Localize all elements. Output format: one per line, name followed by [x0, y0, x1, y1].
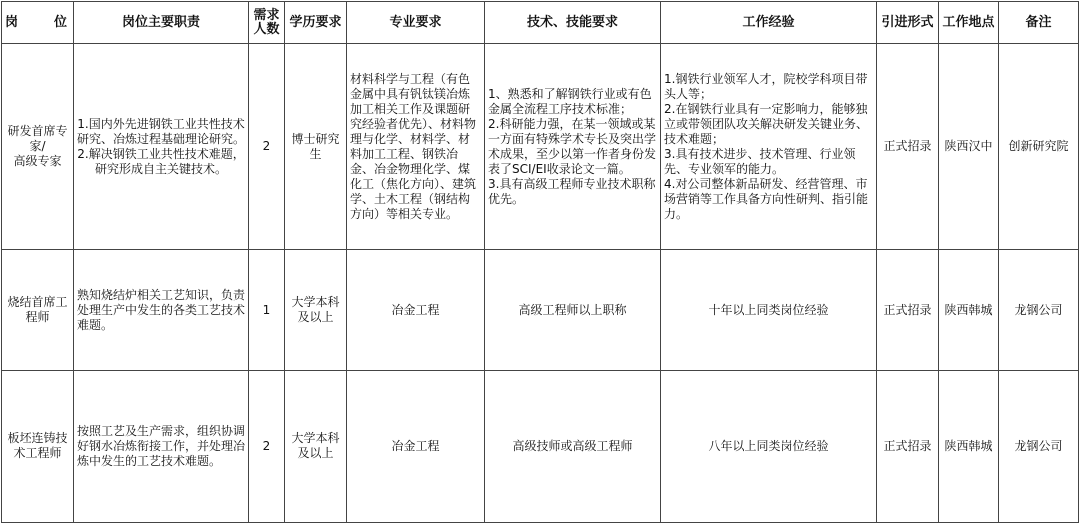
cell-post: 研发首席专家/ 高级专家	[2, 44, 74, 250]
cell-education: 大学本科及以上	[285, 250, 347, 370]
header-row	[2, 2, 1079, 44]
header-count: 需求人数	[249, 2, 285, 44]
header-experience: 工作经验	[661, 2, 877, 44]
cell-location: 陕西汉中	[939, 44, 999, 250]
cell-post: 烧结首席工程师	[2, 250, 74, 370]
cell-experience: 八年以上同类岗位经验	[661, 370, 877, 522]
cell-major: 冶金工程	[347, 250, 485, 370]
table-row	[2, 44, 1079, 250]
cell-duties: 按照工艺及生产需求，组织协调好钢水冶炼衔接工作，并处理冶炼中发生的工艺技术难题。	[74, 370, 249, 522]
cell-education: 博士研究生	[285, 44, 347, 250]
cell-major: 冶金工程	[347, 370, 485, 522]
cell-count: 2	[249, 370, 285, 522]
cell-skills: 高级工程师以上职称	[485, 250, 661, 370]
cell-count: 2	[249, 44, 285, 250]
table-row	[2, 250, 1079, 370]
cell-remark: 龙钢公司	[999, 250, 1079, 370]
cell-skills: 1、熟悉和了解钢铁行业或有色金属全流程工序技术标准； 2.科研能力强，在某一领域或某一方面有特殊学术专长及突出学术成果，至少以第一作者身份发表了SCI/EI收录论文一篇。 3.具有高级工程师专业技术职称优先。	[485, 44, 661, 250]
cell-form: 正式招录	[877, 44, 939, 250]
cell-form: 正式招录	[877, 370, 939, 522]
cell-remark: 龙钢公司	[999, 370, 1079, 522]
cell-duties: 熟知烧结炉相关工艺知识，负责处理生产中发生的各类工艺技术难题。	[74, 250, 249, 370]
table-row	[2, 370, 1079, 522]
header-post-char-2: 位	[54, 15, 70, 31]
header-major: 专业要求	[347, 2, 485, 44]
cell-education: 大学本科及以上	[285, 370, 347, 522]
recruitment-table	[1, 1, 1079, 523]
header-remark: 备注	[999, 2, 1079, 44]
header-location: 工作地点	[939, 2, 999, 44]
cell-skills: 高级技师或高级工程师	[485, 370, 661, 522]
cell-count: 1	[249, 250, 285, 370]
cell-location: 陕西韩城	[939, 370, 999, 522]
header-skills: 技术、技能要求	[485, 2, 661, 44]
cell-location: 陕西韩城	[939, 250, 999, 370]
cell-experience: 十年以上同类岗位经验	[661, 250, 877, 370]
header-post-char-1: 岗	[5, 15, 21, 31]
cell-remark: 创新研究院	[999, 44, 1079, 250]
header-post	[2, 2, 74, 44]
cell-form: 正式招录	[877, 250, 939, 370]
cell-experience: 1.钢铁行业领军人才，院校学科项目带头人等； 2.在钢铁行业具有一定影响力，能够独立或带领团队攻关解决研发关键业务、技术难题； 3.具有技术进步、技术管理、行业领先、专业领军的能力。 4.对公司整体新品研发、经营管理、市场营销等工作具备方向性研判、指引能力。	[661, 44, 877, 250]
cell-duties: 1.国内外先进钢铁工业共性技术研究、冶炼过程基础理论研究。 2.解决钢铁工业共性技术难题，研究形成自主关键技术。	[74, 44, 249, 250]
header-duties: 岗位主要职责	[74, 2, 249, 44]
cell-major: 材料科学与工程（有色金属中具有钒钛镁冶炼加工相关工作及课题研究经验者优先）、材料物理与化学、材料学、材料加工工程、钢铁冶金、冶金物理化学、煤化工（焦化方向）、建筑学、土木工程（钢结构方向）等相关专业。	[347, 44, 485, 250]
cell-post: 板坯连铸技术工程师	[2, 370, 74, 522]
header-form: 引进形式	[877, 2, 939, 44]
header-education: 学历要求	[285, 2, 347, 44]
